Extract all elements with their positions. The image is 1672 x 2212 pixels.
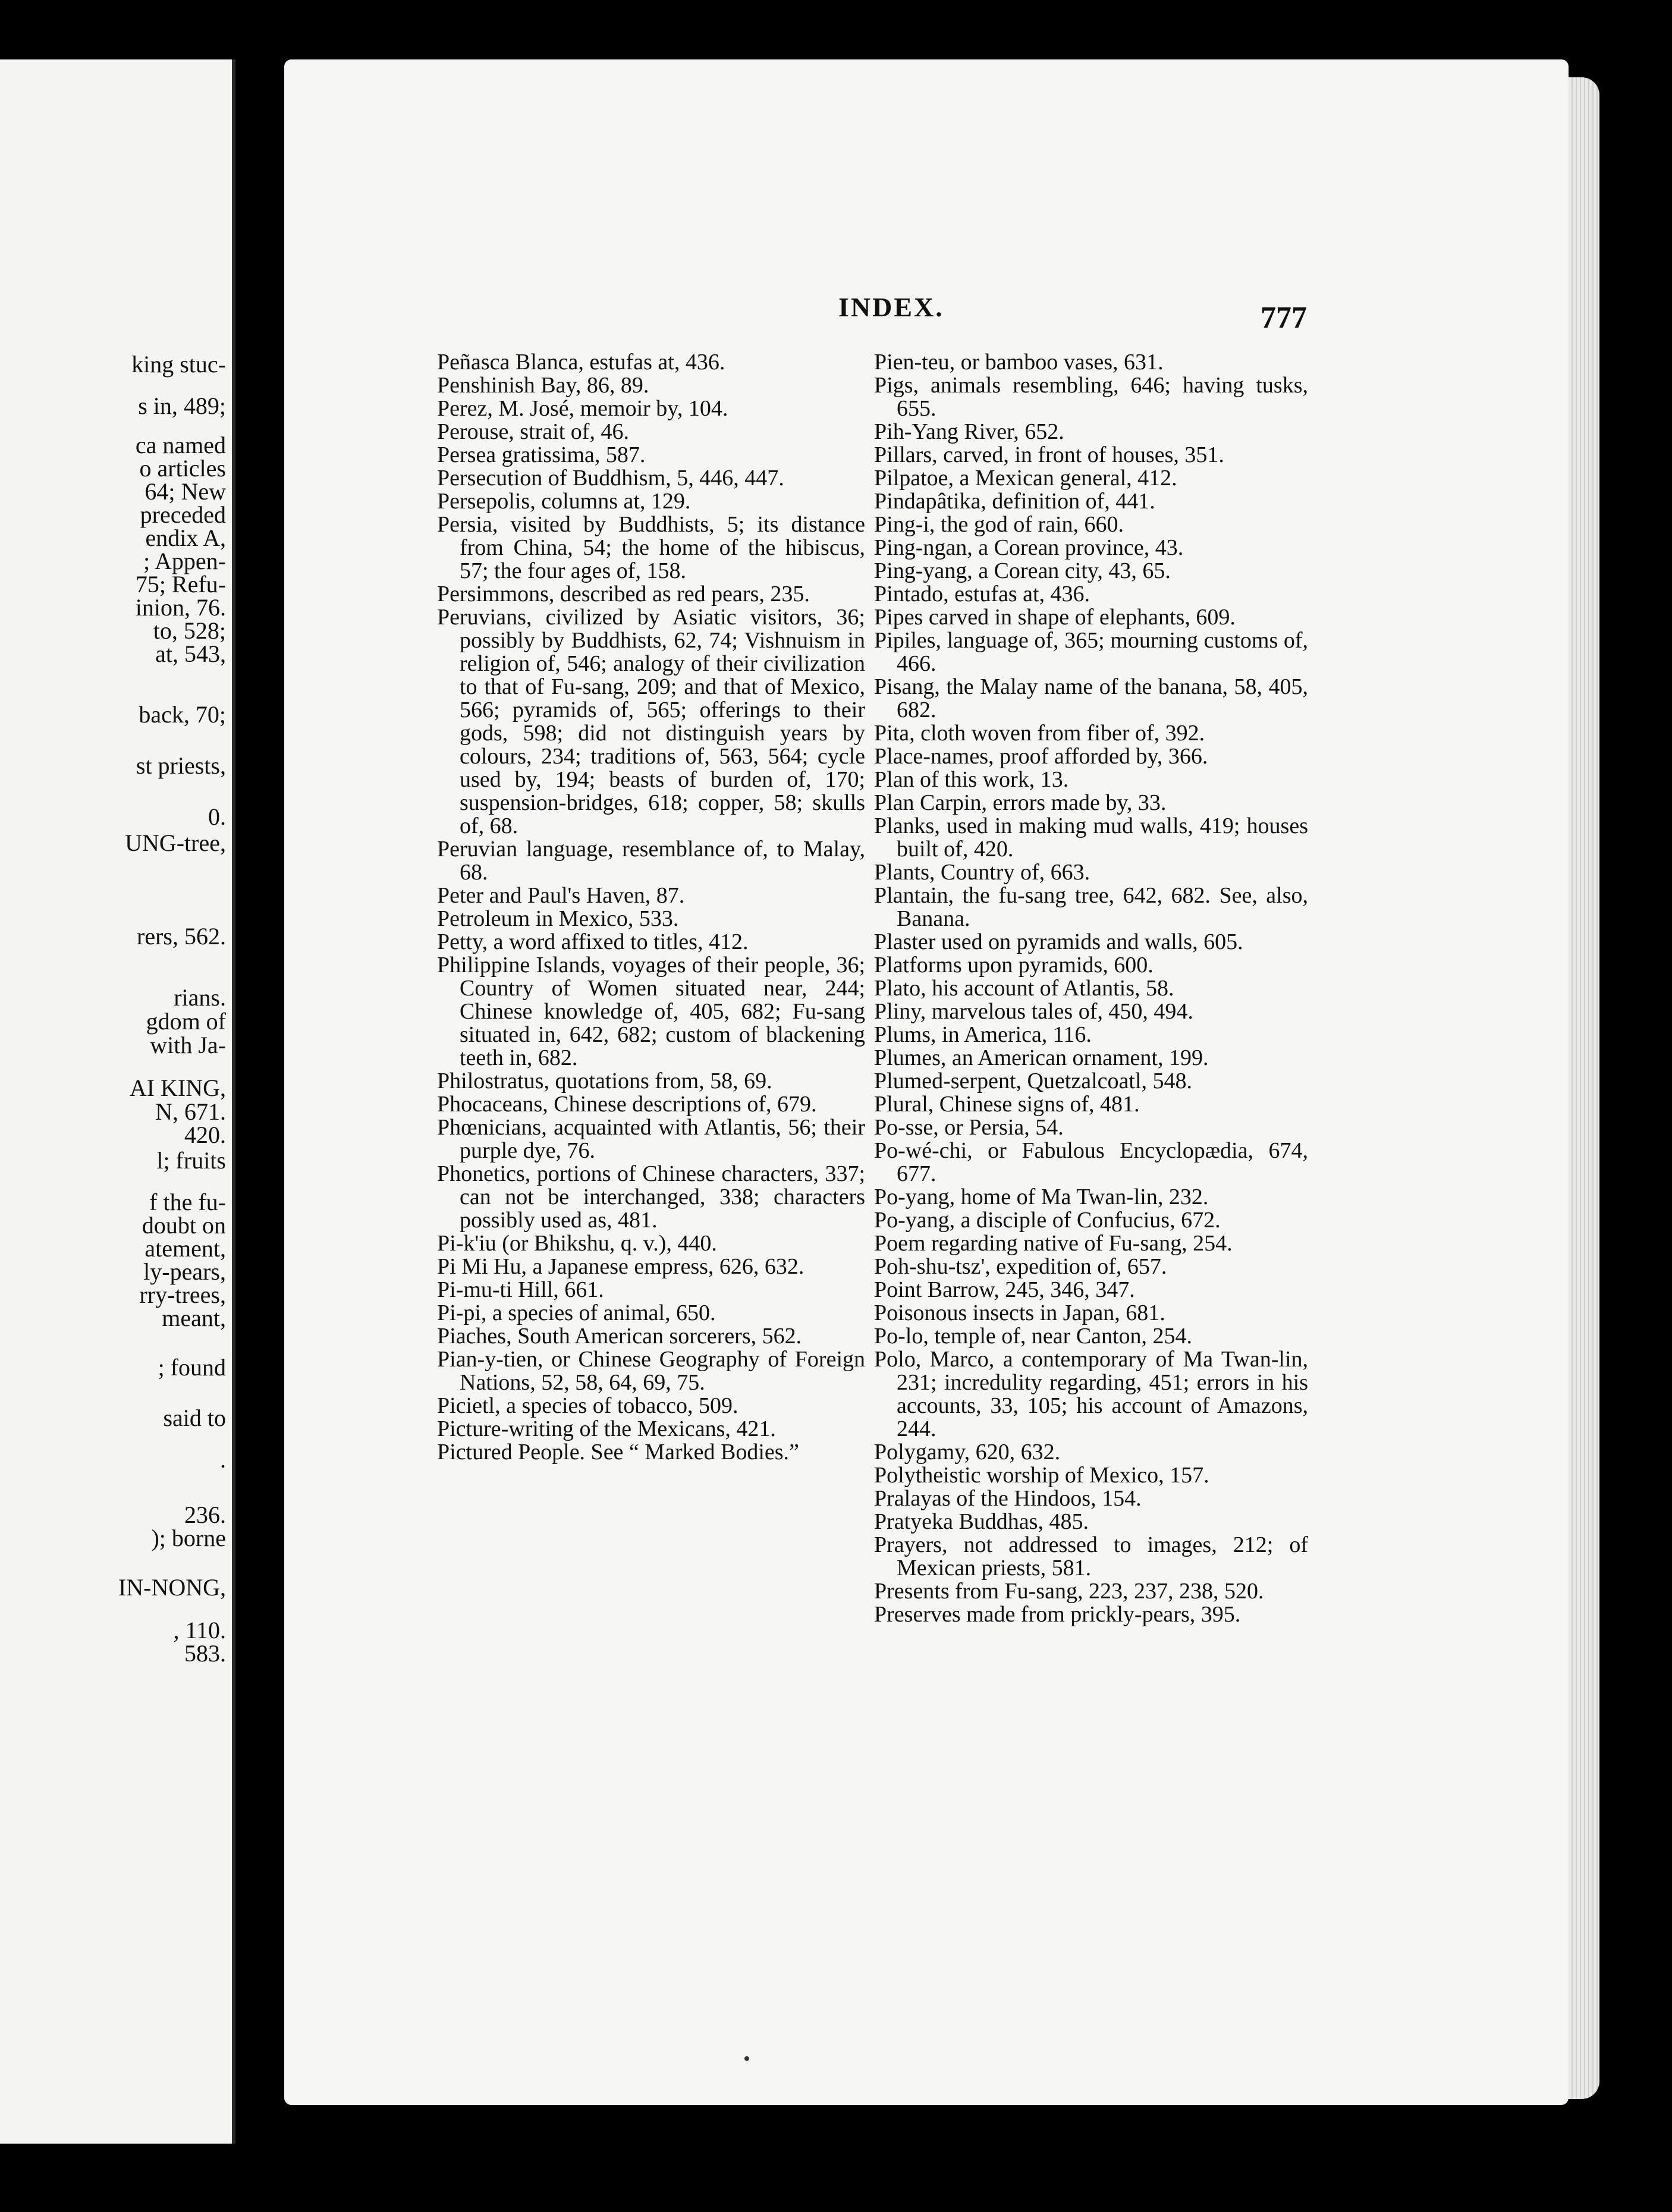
running-header: INDEX. [838,292,944,322]
left-fragment: l; fruits [156,1147,226,1174]
left-fragment: ; Appen- [143,548,226,574]
index-entry: Plumed-serpent, Quetzalcoatl, 548. [874,1069,1193,1094]
left-fragment: . [220,1446,226,1473]
left-fragment: st priests, [136,752,226,779]
index-entry: Preserves made from prickly-pears, 395. [874,1602,1241,1627]
index-entry: Pindapâtika, definition of, 441. [874,489,1155,514]
index-entry: Petty, a word affixed to titles, 412. [437,929,749,954]
index-entry: Prayers, not addressed to images, 212; of Mexican priests, 581. [874,1532,1308,1581]
index-entry: Po-yang, home of Ma Twan-lin, 232. [874,1184,1209,1209]
index-entry: Pi Mi Hu, a Japanese empress, 626, 632. [437,1254,804,1279]
index-entry: Pian-y-tien, or Chinese Geography of Foreign Nations, 52, 58, 64, 69, 75. [437,1347,865,1395]
index-entry: Pratyeka Buddhas, 485. [874,1509,1089,1534]
index-entry: Polo, Marco, a contemporary of Ma Twan-lin, 231; incredulity regarding, 451; errors in his accounts, 33, 105; his account of Amazons, 244. [874,1347,1308,1441]
index-entry: Peñasca Blanca, estufas at, 436. [437,350,725,375]
index-entry: Pi-k'iu (or Bhikshu, q. v.), 440. [437,1231,717,1256]
left-fragment: endix A, [145,524,226,551]
left-fragment: said to [163,1405,226,1431]
left-fragment: 583. [184,1640,226,1667]
index-entry: Peruvian language, resemblance of, to Malay, 68. [437,837,865,885]
index-entry: Poh-shu-tsz', expedition of, 657. [874,1254,1167,1279]
left-page [0,59,235,2144]
index-entry: Pictured People. See “ Marked Bodies.” [437,1440,799,1465]
left-fragment: doubt on [142,1212,226,1239]
left-fragment: rians. [174,984,226,1011]
index-column-right [874,351,1308,1626]
left-fragment: 0. [208,803,226,830]
index-entry: Po-sse, or Persia, 54. [874,1115,1064,1140]
index-entry: Pien-teu, or bamboo vases, 631. [874,350,1164,375]
index-entry: Plural, Chinese signs of, 481. [874,1092,1140,1117]
index-entry: Platforms upon pyramids, 600. [874,953,1154,978]
left-fragment: meant, [162,1305,226,1331]
index-entry: Ping-i, the god of rain, 660. [874,512,1124,537]
left-fragment: inion, 76. [135,594,226,621]
index-entry: Petroleum in Mexico, 533. [437,906,679,931]
left-fragment: AI KING, [129,1074,226,1101]
left-fragment: N, 671. [155,1098,226,1125]
index-entry: Plaster used on pyramids and walls, 605. [874,929,1243,954]
index-entry: Point Barrow, 245, 346, 347. [874,1277,1135,1302]
index-entry: Pipiles, language of, 365; mourning customs of, 466. [874,628,1308,676]
index-entry: Pi-mu-ti Hill, 661. [437,1277,604,1302]
index-column-left [437,351,865,1464]
left-fragment: ); borne [151,1525,226,1551]
index-entry: Ping-yang, a Corean city, 43, 65. [874,558,1171,583]
index-entry: Pipes carved in shape of elephants, 609. [874,605,1236,630]
index-entry: Polytheistic worship of Mexico, 157. [874,1463,1209,1488]
index-entry: Plumes, an American ornament, 199. [874,1045,1209,1070]
index-entry: Plan Carpin, errors made by, 33. [874,790,1167,815]
index-entry: Phonetics, portions of Chinese characters, 337; can not be interchanged, 338; characters possibly used as, 481. [437,1161,865,1233]
index-entry: Pih-Yang River, 652. [874,419,1064,444]
left-fragment: gdom of [146,1008,226,1035]
index-entry: Perouse, strait of, 46. [437,419,629,444]
index-entry: Picietl, a species of tobacco, 509. [437,1393,738,1418]
index-entry: Polygamy, 620, 632. [874,1440,1061,1465]
index-entry: Pisang, the Malay name of the banana, 58, 405, 682. [874,674,1308,722]
left-fragment: , 110. [173,1617,226,1644]
index-entry: Philostratus, quotations from, 58, 69. [437,1069,772,1094]
index-entry: Po-yang, a disciple of Confucius, 672. [874,1208,1221,1233]
left-fragment: IN-NONG, [118,1574,226,1601]
ink-speck [744,2056,749,2061]
index-entry: Persecution of Buddhism, 5, 446, 447. [437,466,784,491]
page-number: 777 [1261,301,1307,335]
left-fragment: f the fu- [149,1189,226,1215]
left-fragment: rry-trees, [139,1281,226,1308]
left-fragment: 64; New [144,478,226,505]
index-entry: Persea gratissima, 587. [437,442,646,467]
index-entry: Plums, in America, 116. [874,1022,1092,1047]
left-fragment: UNG-tree, [125,830,226,856]
index-entry: Place-names, proof afforded by, 366. [874,744,1208,769]
left-fragment: back, 70; [139,701,226,728]
left-fragment: ca named [135,432,226,458]
index-entry: Perez, M. José, memoir by, 104. [437,396,728,421]
index-entry: Piaches, South American sorcerers, 562. [437,1324,802,1349]
left-fragment: with Ja- [150,1032,226,1058]
index-entry: Pi-pi, a species of animal, 650. [437,1300,716,1325]
left-fragment: king stuc- [131,351,226,378]
left-fragment: atement, [144,1235,226,1262]
index-entry: Persia, visited by Buddhists, 5; its distance from China, 54; the home of the hibiscus, 57; the four ages of, 158. [437,512,865,583]
index-entry: Persepolis, columns at, 129. [437,489,691,514]
index-entry: Persimmons, described as red pears, 235. [437,582,810,607]
index-entry: Presents from Fu-sang, 223, 237, 238, 520. [874,1579,1264,1604]
index-entry: Pilpatoe, a Mexican general, 412. [874,466,1177,491]
left-fragment: at, 543, [155,640,226,667]
left-fragment: s in, 489; [138,392,226,419]
index-entry: Poisonous insects in Japan, 681. [874,1300,1165,1325]
index-entry: Pigs, animals resembling, 646; having tusks, 655. [874,373,1308,421]
left-fragment: 75; Refu- [135,571,226,598]
left-fragment: rers, 562. [137,923,226,950]
index-entry: Pliny, marvelous tales of, 450, 494. [874,999,1193,1024]
index-entry: Phœnicians, acquainted with Atlantis, 56; their purple dye, 76. [437,1115,865,1163]
left-fragment: 420. [184,1121,226,1148]
index-entry: Po-wé-chi, or Fabulous Encyclopædia, 674, 677. [874,1138,1308,1186]
index-entry: Pralayas of the Hindoos, 154. [874,1486,1142,1511]
index-entry: Phocaceans, Chinese descriptions of, 679. [437,1092,817,1117]
index-entry: Ping-ngan, a Corean province, 43. [874,535,1184,560]
index-entry: Philippine Islands, voyages of their people, 36; Country of Women situated near, 244; Chinese knowledge of, 405, 682; Fu-sang situated in, 642, 682; custom of blackening teeth in, 682. [437,953,865,1070]
index-entry: Peter and Paul's Haven, 87. [437,883,685,908]
index-entry: Peruvians, civilized by Asiatic visitors, 36; possibly by Buddhists, 62, 74; Vishnuism in religion of, 546; analogy of their civilization to that of Fu-sang, 209; and that of Mexico, 566; pyramids of, 565; offerings to their gods, 598; did not distinguish years by colours, 234; traditions of, 563, 564; cycle used by, 194; beasts of burden of, 170; suspension-bridges, 618; copper, 58; skulls of, 68. [437,605,865,838]
left-fragment: 236. [184,1501,226,1528]
left-fragment: o articles [139,455,226,482]
index-entry: Plants, Country of, 663. [874,860,1090,885]
index-entry: Po-lo, temple of, near Canton, 254. [874,1324,1193,1349]
index-entry: Plato, his account of Atlantis, 58. [874,976,1174,1001]
left-fragment: preceded [140,501,226,528]
index-entry: Penshinish Bay, 86, 89. [437,373,649,398]
index-entry: Pillars, carved, in front of houses, 351. [874,442,1224,467]
index-entry: Plan of this work, 13. [874,767,1069,792]
left-fragment: ; found [158,1354,226,1381]
index-entry: Poem regarding native of Fu-sang, 254. [874,1231,1233,1256]
index-entry: Plantain, the fu-sang tree, 642, 682. See, also, Banana. [874,883,1308,931]
index-entry: Pita, cloth woven from fiber of, 392. [874,721,1205,746]
left-fragment: ly-pears, [143,1258,226,1285]
index-entry: Pintado, estufas at, 436. [874,582,1090,607]
index-entry: Planks, used in making mud walls, 419; houses built of, 420. [874,813,1308,862]
left-fragment: to, 528; [153,617,226,644]
index-entry: Picture-writing of the Mexicans, 421. [437,1416,776,1441]
